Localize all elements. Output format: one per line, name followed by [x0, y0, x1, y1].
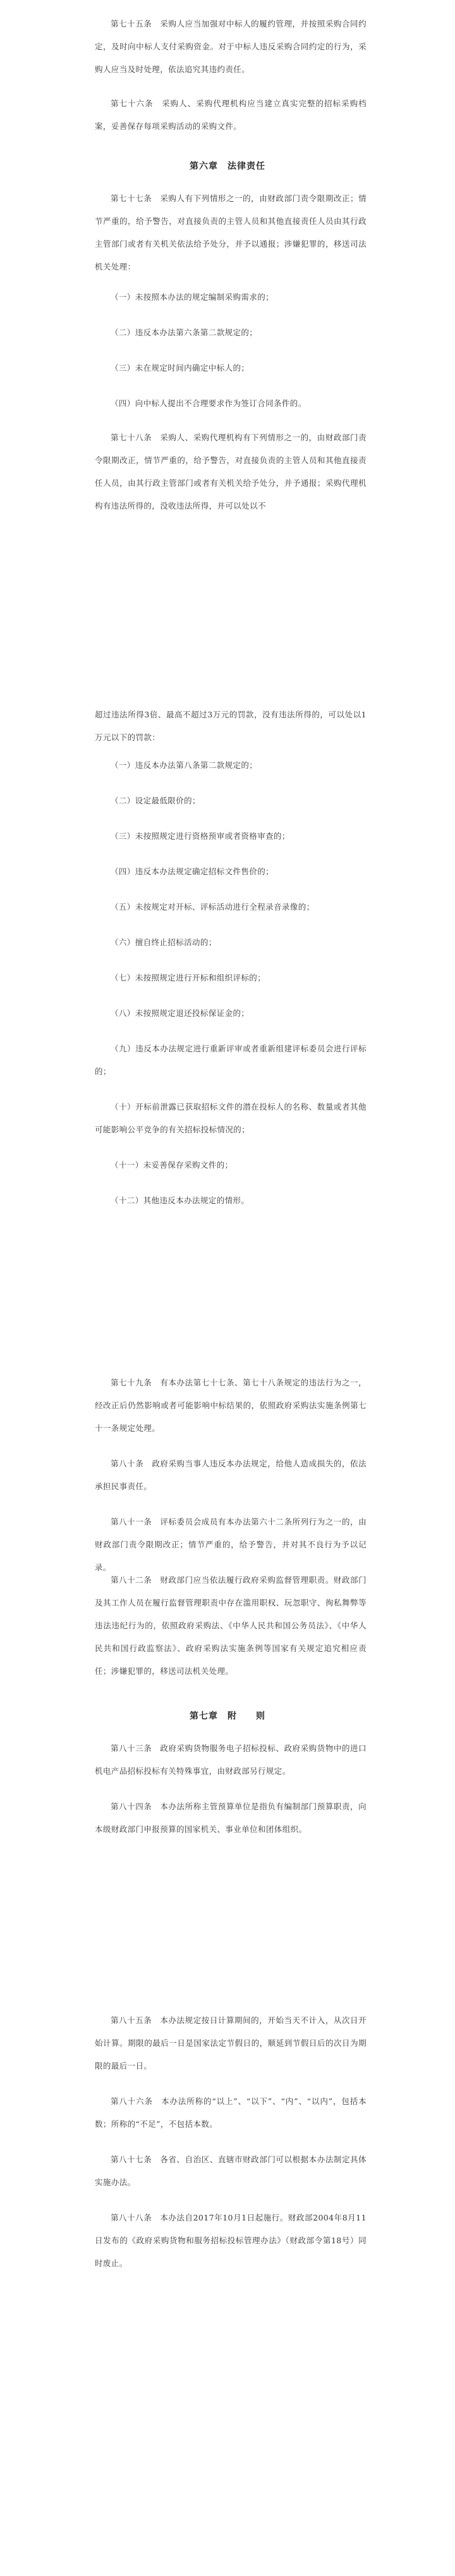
article-76: 第七十六条 采购人、采购代理机构应当建立真实完整的招标采购档案，妥善保存每项采购活动的采购文件。: [95, 99, 367, 131]
article-78-item-8: （八）未按照规定退还投标保证金的；: [111, 1008, 250, 1018]
article-75: 第七十五条 采购人应当加强对中标人的履约管理，并按照采购合同约定，及时向中标人支付采购资金。对于中标人违反采购合同约定的行为，采购人应当及时处理，依法追究其违约责任。: [95, 19, 367, 74]
article-79: 第七十九条 有本办法第七十七条、第七十八条规定的违法行为之一，经改正后仍然影响或者可能影响中标结果的，依照政府采购法实施条例第七十一条规定处理。: [95, 1378, 367, 1433]
article-77-item-2: （二）违反本办法第六条第二款规定的；: [111, 328, 258, 337]
article-83: 第八十三条 政府采购货物服务电子招标投标、政府采购货物中的进口机电产品招标投标有关特殊事宜，由财政部另行规定。: [95, 1743, 367, 1776]
chapter-6-title: 第六章 法律责任: [190, 161, 265, 171]
chapter-7-title: 第七章 附 则: [190, 1711, 265, 1721]
article-77-intro: 第七十七条 采购人有下列情形之一的，由财政部门责令限期改正；情节严重的，给予警告，对直接负责的主管人员和其他直接责任人员由其行政主管部门或者有关机关依法给予处分，并予以通报；涉嫌犯罪的，移送司法机关处理：: [95, 194, 367, 271]
article-82: 第八十二条 财政部门应当依法履行政府采购监督管理职责。财政部门及其工作人员在履行监督管理职责中存在滥用职权、玩忽职守、徇私舞弊等违法违纪行为的，依照政府采购法、《中华人民共和国公务员法》、《中华人民共和国行政监察法》、政府采购法实施条例等国家有关规定追究相应责任；涉嫌犯罪的，移送司法机关处理。: [95, 1575, 367, 1676]
article-78-item-4: （四）违反本办法规定确定招标文件售价的；: [111, 867, 274, 876]
article-78-intro-part2: 超过违法所得3倍、最高不超过3万元的罚款，没有违法所得的，可以处以1万元以下的罚款：: [95, 710, 367, 742]
article-85: 第八十五条 本办法规定按日计算期间的，开始当天不计入，从次日开始计算。期限的最后一日是国家法定节假日的，顺延到节假日后的次日为期限的最后一日。: [95, 2016, 367, 2071]
article-78-item-1: （一）违反本办法第八条第二款规定的；: [111, 760, 258, 770]
article-78-item-10: （十）开标前泄露已获取招标文件的潜在投标人的名称、数量或者其他可能影响公平竞争的有关招标投标情况的；: [95, 1102, 367, 1134]
article-78-item-11: （十一）未妥善保存采购文件的；: [111, 1160, 233, 1170]
article-78-item-6: （六）擅自终止招标活动的；: [111, 938, 217, 947]
article-78-intro-part1: 第七十八条 采购人、采购代理机构有下列情形之一的，由财政部门责令限期改正，情节严重的，给予警告，对直接负责的主管人员和其他直接责任人员，由其行政主管部门或者有关机关给予处分，并予通报；采购代理机构有违法所得的，没收违法所得，并可以处以不: [95, 433, 367, 511]
article-80: 第八十条 政府采购当事人违反本办法规定，给他人造成损失的，依法承担民事责任。: [95, 1459, 367, 1491]
article-78-item-12: （十二）其他违反本办法规定的情形。: [111, 1196, 250, 1205]
article-78-item-7: （七）未按照规定进行开标和组织评标的；: [111, 973, 266, 982]
article-87: 第八十七条 各省、自治区、直辖市财政部门可以根据本办法制定具体实施办法。: [95, 2155, 367, 2187]
article-77-item-1: （一）未按照本办法的规定编制采购需求的；: [111, 292, 274, 302]
article-78-item-3: （三）未按照规定进行资格预审或者资格审查的；: [111, 831, 290, 841]
article-77-item-4: （四）向中标人提出不合理要求作为签订合同条件的。: [111, 399, 306, 408]
article-78-item-9: （九）违反本办法规定进行重新评审或者重新组建评标委员会进行评标的；: [95, 1044, 367, 1076]
article-86: 第八十六条 本办法所称的“以上”、“以下”、“内”、“以内”，包括本数；所称的“不足”，不包括本数。: [95, 2096, 367, 2129]
article-78-item-5: （五）未按规定对开标、评标活动进行全程录音录像的；: [111, 902, 315, 912]
article-78-item-2: （二）设定最低限价的；: [111, 796, 200, 805]
article-84: 第八十四条 本办法所称主管预算单位是指负有编制部门预算职责，向本级财政部门申报预算的国家机关、事业单位和团体组织。: [95, 1802, 367, 1834]
article-77-item-3: （三）未在规定时间内确定中标人的；: [111, 363, 250, 373]
article-88: 第八十八条 本办法自2017年10月1日起施行。财政部2004年8月11日发布的《政府采购货物和服务招标投标管理办法》（财政部令第18号）同时废止。: [95, 2213, 367, 2268]
article-81: 第八十一条 评标委员会成员有本办法第六十二条所列行为之一的，由财政部门责令限期改正；情节严重的，给予警告，并对其不良行为予以记录。: [95, 1517, 367, 1572]
